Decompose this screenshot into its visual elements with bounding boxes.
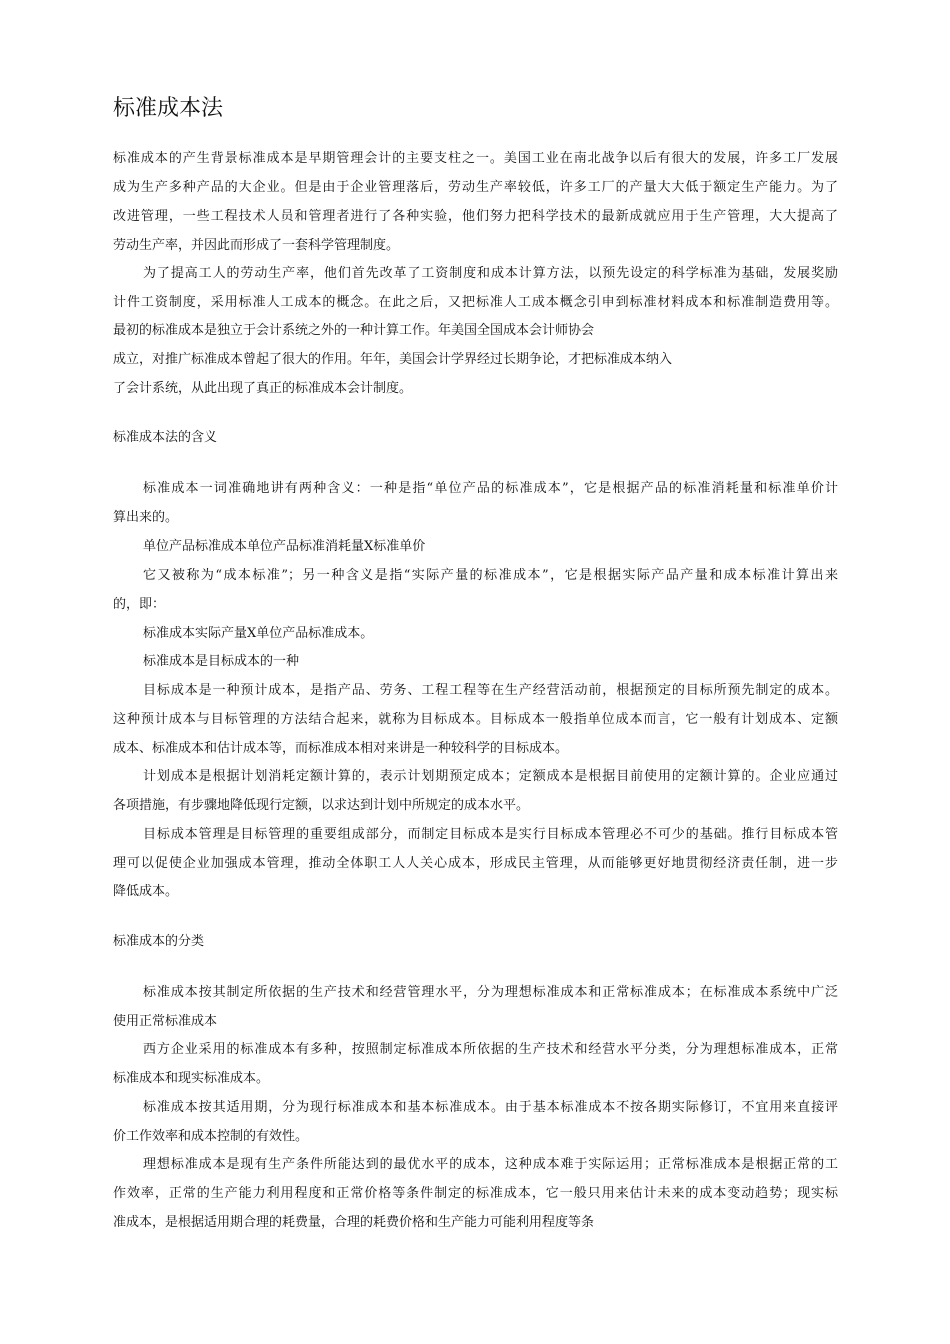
paragraph-line: 劳动生产率，并因此而形成了一套科学管理制度。 [113, 238, 400, 253]
paragraph-line: 各项措施，有步骤地降低现行定额，以求达到计划中所规定的成本水平。 [113, 798, 530, 813]
paragraph-line: 准成本，是根据适用期合理的耗费量，合理的耗费价格和生产能力可能利用程度等条 [113, 1215, 595, 1230]
section-heading: 标准成本法的含义 [113, 430, 218, 445]
paragraph-line: 目标成本管理是目标管理的重要组成部分，而制定目标成本是实行目标成本管理必不可少的基础。推行目标成本管 [143, 827, 838, 842]
paragraph-line: 使用正常标准成本 [113, 1014, 218, 1029]
paragraph-line: 价工作效率和成本控制的有效性。 [113, 1129, 309, 1144]
paragraph-line: 理可以促使企业加强成本管理，推动全体职工人人关心成本，形成民主管理，从而能够更好地贯彻经济责任制，进一步 [113, 856, 838, 871]
paragraph-line: 标准成本一词准确地讲有两种含义：一种是指“单位产品的标准成本”，它是根据产品的标准消耗量和标准单价计 [143, 481, 838, 496]
paragraph-line: 降低成本。 [113, 884, 179, 899]
paragraph-line: 理想标准成本是现有生产条件所能达到的最优水平的成本，这种成本难于实际运用；正常标准成本是根据正常的工 [143, 1157, 838, 1172]
subheading-line: 标准成本是目标成本的一种 [143, 654, 300, 669]
paragraph-line: 这种预计成本与目标管理的方法结合起来，就称为目标成本。目标成本一般指单位成本而言，它一般有计划成本、定额 [113, 712, 838, 727]
paragraph-line: 改进管理，一些工程技术人员和管理者进行了各种实验，他们努力把科学技术的最新成就应用于生产管理，大大提高了 [113, 209, 838, 224]
paragraph-line: 它又被称为“成本标准”；另一种含义是指“实际产量的标准成本”，它是根据实际产品产量和成本标准计算出来 [143, 568, 838, 583]
paragraph-line: 计划成本是根据计划消耗定额计算的，表示计划期预定成本；定额成本是根据目前使用的定额计算的。企业应通过 [143, 769, 838, 784]
section-heading: 标准成本的分类 [113, 934, 205, 949]
formula-line: 单位产品标准成本单位产品标准消耗量X标准单价 [143, 539, 426, 554]
paragraph-line: 目标成本是一种预计成本，是指产品、劳务、工程工程等在生产经营活动前，根据预定的目标所预先制定的成本。 [143, 683, 838, 698]
paragraph-line: 成立，对推广标准成本曾起了很大的作用。年年，美国会计学界经过长期争论，才把标准成本纳入 [113, 352, 673, 367]
formula-line: 标准成本实际产量X单位产品标准成本。 [143, 626, 374, 641]
paragraph-line: 了会计系统，从此出现了真正的标准成本会计制度。 [113, 381, 413, 396]
paragraph-line: 标准成本和现实标准成本。 [113, 1071, 270, 1086]
paragraph-line: 成本、标准成本和估计成本等，而标准成本相对来讲是一种较科学的目标成本。 [113, 741, 569, 756]
paragraph-line: 算出来的。 [113, 510, 179, 525]
paragraph-line: 作效率，正常的生产能力利用程度和正常价格等条件制定的标准成本，它一般只用来估计未来的成本变动趋势；现实标 [113, 1186, 838, 1201]
paragraph-line: 西方企业采用的标准成本有多种，按照制定标准成本所依据的生产技术和经营水平分类，分为理想标准成本，正常 [143, 1042, 838, 1057]
paragraph-line: 标准成本按其适用期，分为现行标准成本和基本标准成本。由于基本标准成本不按各期实际修订，不宜用来直接评 [143, 1100, 838, 1115]
paragraph-line: 为了提高工人的劳动生产率，他们首先改革了工资制度和成本计算方法，以预先设定的科学标准为基础，发展奖励 [143, 266, 838, 281]
paragraph-line: 成为生产多种产品的大企业。但是由于企业管理落后，劳动生产率较低，许多工厂的产量大大低于额定生产能力。为了 [113, 180, 838, 195]
paragraph-line: 标准成本按其制定所依据的生产技术和经营管理水平，分为理想标准成本和正常标准成本；在标准成本系统中广泛 [143, 985, 838, 1000]
page-title: 标准成本法 [113, 96, 224, 121]
paragraph-line: 标准成本的产生背景标准成本是早期管理会计的主要支柱之一。美国工业在南北战争以后有很大的发展，许多工厂发展 [113, 151, 838, 166]
paragraph-line: 计件工资制度，采用标准人工成本的概念。在此之后，又把标准人工成本概念引申到标准材料成本和标准制造费用等。 [113, 295, 838, 310]
paragraph-line: 的，即： [113, 597, 166, 612]
paragraph-line: 最初的标准成本是独立于会计系统之外的一种计算工作。年美国全国成本会计师协会 [113, 323, 595, 338]
